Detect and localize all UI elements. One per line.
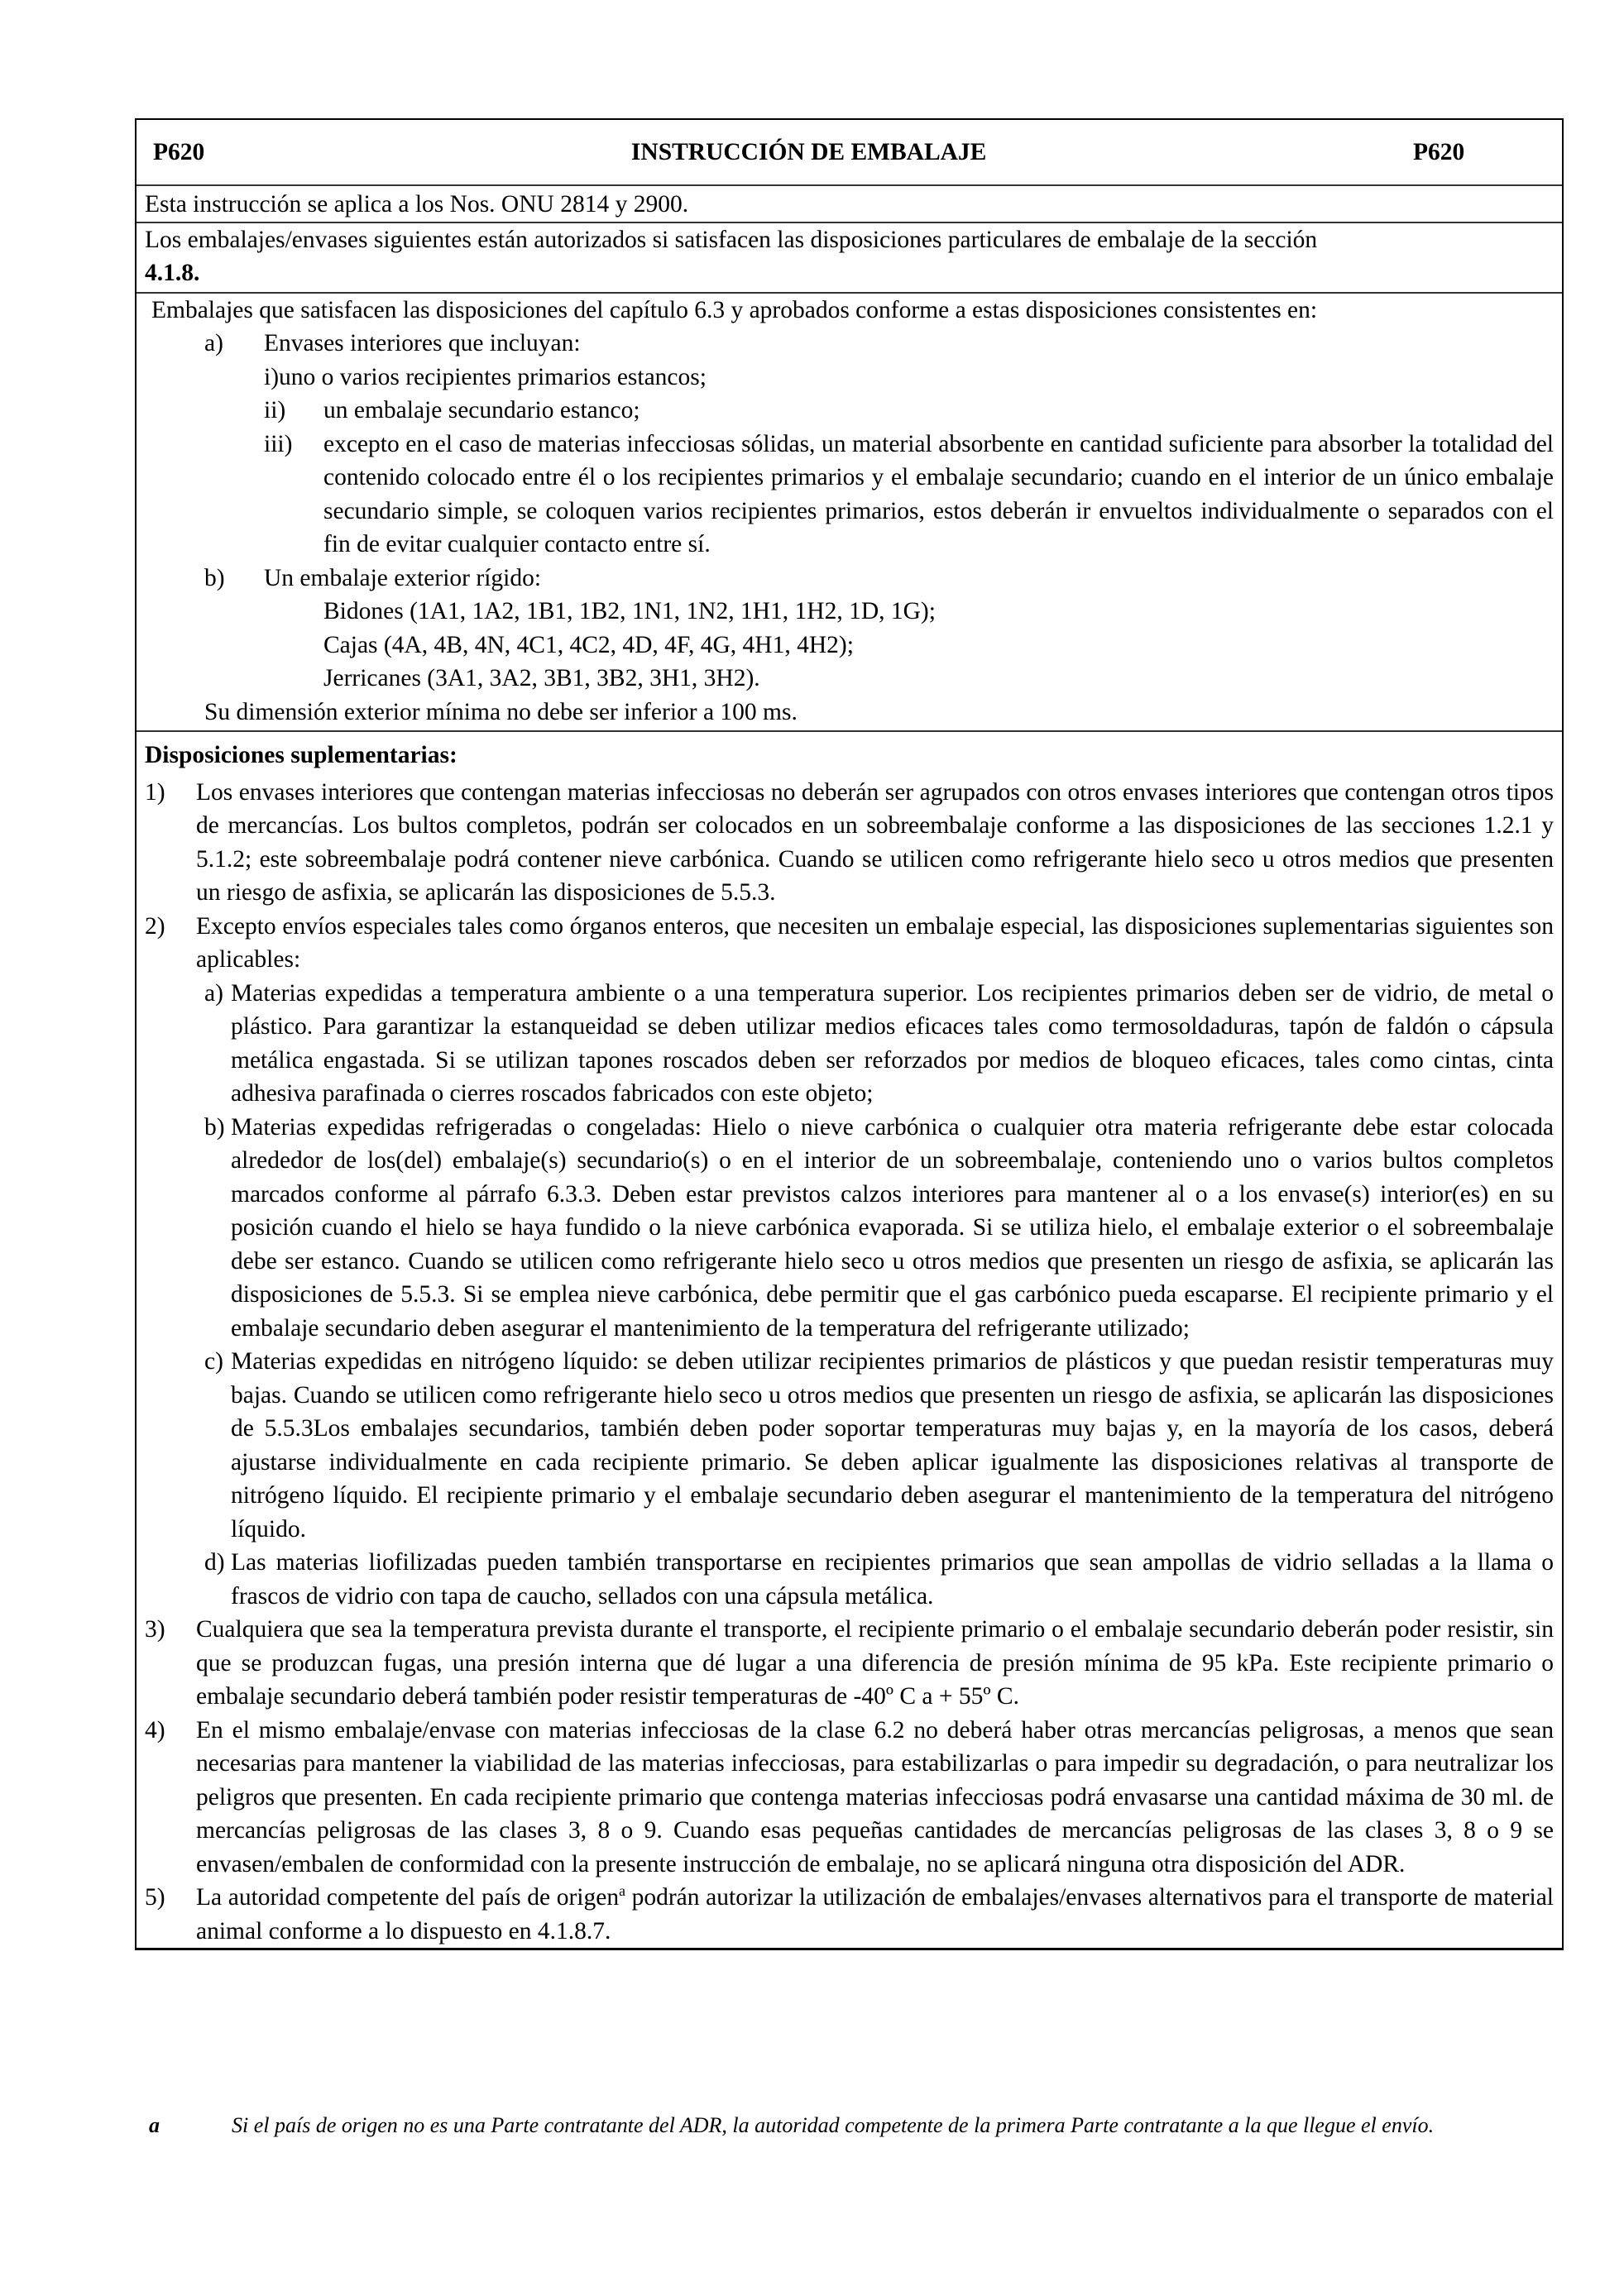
text: Cualquiera que sea la temperatura prevista durante el transporte, el recipiente primario o el embalaje secundario deberán poder resistir, sin que se produzcan fugas, una presión interna que dé lugar a una diferencia de presión mínima de 95 kPa. Este recipiente primario o embalaje secundario deberá también poder resistir temperaturas de -40º C a + 55º C. (196, 1616, 1554, 1710)
text: Un embalaje exterior rígido: (264, 564, 542, 591)
provision-2 (145, 910, 1554, 977)
text: excepto en el caso de materias infecciosas sólidas, un material absorbente en cantidad suficiente para absorber la totalidad del contenido colocado entre él o los recipientes primarios y el embalaje secundario; cuando en el interior de un único embalaje secundario simple, se coloquen varios recipientes primarios, estos deberán ir envueltos individualmente o separados con el fin de evitar cualquier contacto entre sí. (323, 430, 1554, 557)
provision-3 (145, 1613, 1554, 1714)
text: Envases interiores que incluyan: (264, 330, 581, 356)
authorized-text: Los embalajes/envases siguientes están autorizados si satisfacen las disposiciones particulares de embalaje de la sección (145, 226, 1318, 253)
code-left: P620 (153, 138, 205, 165)
outer-list (145, 595, 1554, 696)
label: 2) (145, 912, 165, 940)
header-row (137, 120, 1562, 186)
provision-1 (145, 776, 1554, 910)
packing-instruction-table (135, 118, 1564, 1950)
provision-2b (145, 1111, 1554, 1346)
footnote (149, 2111, 1555, 2141)
footnote-ref: a (619, 1882, 625, 1900)
label: b) (204, 1113, 225, 1141)
text: Materias expedidas a temperatura ambiente o a una temperatura superior. Los recipientes primarios deben ser de vidrio, de metal o plástico. Para garantizar la estanqueidad se deben utilizar medios eficaces tales como termosoldaduras, tapón de faldón o cápsula metálica engastada. Si se utilizan tapones roscados deben ser reforzados por medios de bloqueo eficaces, tales como cintas, cinta adhesiva parafinada o cierres roscados fabricados con este objeto; (231, 979, 1554, 1107)
label: iii) (264, 430, 293, 457)
text: Los envases interiores que contengan materias infecciosas no deberán ser agrupados con otros envases interiores que contengan otros tipos de mercancías. Los bultos completos, podrán ser colocados en un sobreembalaje conforme a las disposiciones de las secciones 1.2.1 y 5.1.2; este sobreembalaje podrá contener nieve carbónica. Cuando se utilicen como refrigerante hielo seco u otros medios que presenten un riesgo de asfixia, se aplicarán las disposiciones de 5.5.3. (196, 778, 1554, 906)
label: ii) (264, 397, 286, 423)
label: 1) (145, 778, 165, 806)
packagings-row (137, 294, 1562, 733)
label: 4) (145, 1716, 165, 1744)
supplementary-row (137, 732, 1562, 1948)
period: . (194, 260, 200, 286)
label: 3) (145, 1616, 165, 1643)
min-dimension: Su dimensión exterior mínima no debe ser inferior a 100 ms. (204, 698, 798, 725)
provision-2c (145, 1345, 1554, 1546)
applies-text: Esta instrucción se aplica a los Nos. ONU 2814 y 2900. (145, 191, 689, 218)
footnote-label: a (149, 2113, 160, 2137)
label: c) (204, 1348, 223, 1375)
label: a) (204, 330, 223, 356)
supp-title: Disposiciones suplementarias: (145, 742, 457, 768)
applies-row (137, 186, 1562, 223)
label: a) (204, 979, 223, 1007)
provision-4 (145, 1714, 1554, 1882)
text: Las materias liofilizadas pueden también transportarse en recipientes primarios que sean ampollas de vidrio selladas a la llama o frascos de vidrio con tapa de caucho, sellados con una cápsula metálica. (231, 1549, 1554, 1610)
footnote-text: Si el país de origen no es una Parte contratante del ADR, la autoridad competente de la primera Parte contratante a la que llegue el envío. (232, 2113, 1435, 2137)
label: b) (204, 564, 225, 591)
authorized-row (137, 223, 1562, 294)
item-b (145, 562, 1554, 596)
provision-2a (145, 977, 1554, 1111)
text: Materias expedidas en nitrógeno líquido: se deben utilizar recipientes primarios de plásticos y que puedan resistir temperaturas muy bajas. Cuando se utilicen como refrigerante hielo seco u otros medios que presenten un riesgo de asfixia, se aplicarán las disposiciones de 5.5.3Los embalajes secundarios, también deben poder soportar temperaturas muy bajas y, en la mayoría de los casos, deberá ajustarse individualmente en cada recipiente primario. Se deben aplicar igualmente las disposiciones relativas al transporte de nitrógeno líquido. El recipiente primario y el embalaje secundario deben asegurar el mantenimiento de la temperatura del nitrógeno líquido. (231, 1348, 1554, 1543)
item-a (145, 327, 1554, 361)
title: INSTRUCCIÓN DE EMBALAJE (630, 138, 987, 165)
jerricans: Jerricanes (3A1, 3A2, 3B1, 3B2, 3H1, 3H2). (323, 665, 760, 691)
item-i: i)uno o varios recipientes primarios estancos; (264, 363, 707, 390)
provision-2d (145, 1546, 1554, 1613)
text: Excepto envíos especiales tales como órganos enteros, que necesiten un embalaje especial, las disposiciones suplementarias siguientes son aplicables: (196, 912, 1554, 973)
code-right: P620 (1413, 138, 1465, 165)
label: 5) (145, 1884, 165, 1911)
text: un embalaje secundario estanco; (323, 397, 640, 423)
item-iii (145, 428, 1554, 562)
boxes: Cajas (4A, 4B, 4N, 4C1, 4C2, 4D, 4F, 4G, 4H1, 4H2); (323, 631, 854, 658)
label: d) (204, 1549, 225, 1576)
text: podrán autorizar la utilización de embalajes/envases alternativos para el transporte de material animal conforme a lo dispuesto en 4.1.8.7. (196, 1884, 1554, 1944)
text: En el mismo embalaje/envase con materias infecciosas de la clase 6.2 no deberá haber otras mercancías peligrosas, a menos que sean necesarias para mantener la viabilidad de las materias infecciosas, para estabilizarlas o para impedir su degradación, o para neutralizar los peligros que presenten. En cada recipiente primario que contenga materias infecciosas podrá envasarse una cantidad máxima de 30 ml. de mercancías peligrosas de las clases 3, 8 o 9. Cuando esas pequeñas cantidades de mercancías peligrosas de las clases 3, 8 o 9 se envasen/embalen de conformidad con la presente instrucción de embalaje, no se aplicará ninguna otra disposición del ADR. (196, 1716, 1554, 1877)
packagings-intro: Embalajes que satisfacen las disposiciones del capítulo 6.3 y aprobados conforme a estas disposiciones consistentes en: (151, 296, 1318, 323)
item-ii (145, 394, 1554, 428)
section-ref: 4.1.8 (145, 260, 194, 286)
provision-5 (145, 1881, 1554, 1948)
drums: Bidones (1A1, 1A2, 1B1, 1B2, 1N1, 1N2, 1H1, 1H2, 1D, 1G); (323, 598, 936, 624)
text: La autoridad competente del país de origen (196, 1884, 620, 1911)
text: Materias expedidas refrigeradas o congeladas: Hielo o nieve carbónica o cualquier otra materia refrigerante debe estar colocada alrededor de los(del) embalaje(s) secundario(s) o en el interior de un sobreembalaje, conteniendo uno o varios bultos completos marcados conforme al párrafo 6.3.3. Deben estar previstos calzos interiores para mantener al o a los envase(s) interior(es) en su posición cuando el hielo se haya fundido o la nieve carbónica evaporada. Si se utiliza hielo, el embalaje exterior o el sobreembalaje debe ser estanco. Cuando se utilicen como refrigerante hielo seco u otros medios que presenten un riesgo de asfixia, se aplicarán las disposiciones de 5.5.3. Si se emplea nieve carbónica, debe permitir que el gas carbónico pueda escaparse. El recipiente primario y el embalaje secundario deben asegurar el mantenimiento de la temperatura del refrigerante utilizado; (231, 1113, 1554, 1342)
